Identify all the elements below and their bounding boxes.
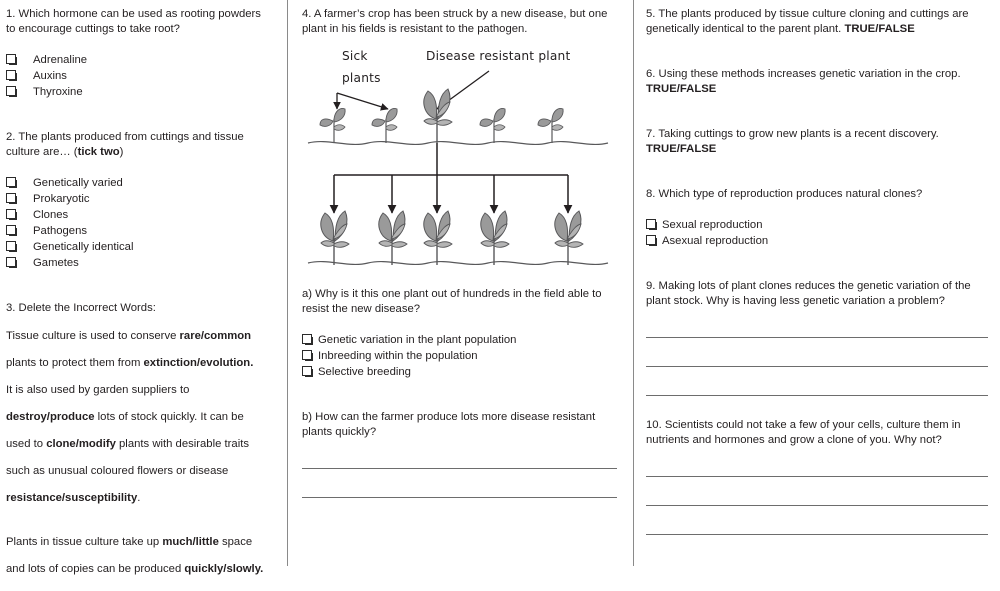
- delete-words-line: [6, 331, 273, 343]
- word-choice[interactable]: much/little: [162, 536, 219, 549]
- delete-words-line: [6, 466, 273, 478]
- option-label: Genetic variation in the plant population: [318, 334, 517, 347]
- sentence-text: plants with desirable traits: [115, 437, 250, 450]
- sentence-text: plants to protect them from: [6, 357, 144, 370]
- word-choice[interactable]: clone/modify: [46, 437, 116, 450]
- spacer: [646, 97, 988, 127]
- option-thyroxine[interactable]: [6, 84, 273, 100]
- question-10-text: 10. Scientists could not take a few of your cells, culture them in nutrients and hormones and grow a clone of you. Why not?: [646, 419, 961, 447]
- diagram-label-sick-line1: Sick: [342, 49, 368, 64]
- delete-words-line: [6, 358, 273, 370]
- option-auxins[interactable]: [6, 68, 273, 84]
- checkbox-icon[interactable]: [302, 350, 312, 360]
- option-selective-breeding[interactable]: [302, 364, 617, 380]
- spacer: [6, 100, 273, 130]
- option-gametes[interactable]: [6, 255, 273, 271]
- question-2-emphasis: tick two: [77, 146, 120, 159]
- question-9-text: 9. Making lots of plant clones reduces the genetic variation of the plant stock. Why is having less genetic variation a problem?: [646, 280, 971, 308]
- answer-line[interactable]: [302, 497, 617, 498]
- option-label: Genetically identical: [33, 241, 134, 254]
- diagram-label-sick-line2: plants: [342, 71, 381, 86]
- option-label: Sexual reproduction: [662, 219, 763, 232]
- word-choice[interactable]: quickly/slowly.: [184, 563, 264, 576]
- option-adrenaline[interactable]: [6, 52, 273, 68]
- question-6-text: [646, 67, 988, 97]
- checkbox-icon[interactable]: [302, 366, 312, 376]
- word-choice[interactable]: extinction/evolution.: [143, 357, 254, 370]
- question-1-text: 1. Which hormone can be used as rooting powders to encourage cuttings to take root?: [6, 8, 261, 36]
- checkbox-icon[interactable]: [302, 334, 312, 344]
- checkbox-icon[interactable]: [6, 225, 16, 235]
- option-label: Auxins: [33, 70, 67, 83]
- question-2-lead: 2. The plants produced from cuttings and tissue culture are… (: [6, 131, 244, 159]
- question-4a-text: a) Why is it this one plant out of hundreds in the field able to resist the new disease?: [302, 288, 602, 316]
- spacer: [302, 317, 617, 332]
- question-5-body: 5. The plants produced by tissue culture cloning and cuttings are genetically identical to the parent plant.: [646, 8, 969, 36]
- option-label: Adrenaline: [33, 54, 88, 67]
- checkbox-icon[interactable]: [6, 177, 16, 187]
- option-label: Inbreeding within the population: [318, 350, 478, 363]
- option-prokaryotic[interactable]: [6, 191, 273, 207]
- option-label: Clones: [33, 209, 69, 222]
- spacer: [302, 440, 617, 468]
- spacer: [646, 309, 988, 337]
- spacer: [646, 157, 988, 187]
- delete-words-line: [6, 537, 273, 549]
- question-4-text: 4. A farmer’s crop has been struck by a new disease, but one plant in his fields is resistant to the pathogen.: [302, 8, 608, 36]
- option-genetically-varied[interactable]: [6, 175, 273, 191]
- spacer: [646, 202, 988, 217]
- checkbox-icon[interactable]: [6, 70, 16, 80]
- sentence-text: and lots of copies can be produced: [6, 563, 185, 576]
- spacer: [646, 506, 988, 534]
- sentence-text: lots of stock quickly. It can be: [94, 410, 244, 423]
- question-7-text: [646, 127, 988, 157]
- true-false-label[interactable]: TRUE/FALSE: [844, 23, 915, 36]
- sentence-text: .: [137, 491, 141, 504]
- option-label: Prokaryotic: [33, 193, 90, 206]
- spacer: [646, 396, 988, 418]
- option-clones[interactable]: [6, 207, 273, 223]
- spacer: [646, 448, 988, 476]
- sentence-text: Plants in tissue culture take up: [6, 536, 163, 549]
- spacer: [6, 37, 273, 52]
- spacer: [646, 338, 988, 366]
- question-6-body: 6. Using these methods increases genetic variation in the crop.: [646, 68, 961, 81]
- sentence-text: It is also used by garden suppliers to: [6, 384, 190, 397]
- spacer: [646, 477, 988, 505]
- word-choice[interactable]: rare/common: [179, 330, 252, 343]
- delete-words-line: [6, 439, 273, 451]
- question-4b-text: b) How can the farmer produce lots more disease resistant plants quickly?: [302, 411, 596, 439]
- question-2-options: [6, 175, 273, 271]
- question-2-text: [6, 130, 273, 160]
- checkbox-icon[interactable]: [6, 209, 16, 219]
- question-8-options: [646, 217, 988, 249]
- word-choice[interactable]: resistance/susceptibility: [6, 491, 138, 504]
- delete-words-line: [6, 519, 273, 531]
- checkbox-icon[interactable]: [6, 193, 16, 203]
- option-label: Selective breeding: [318, 366, 411, 379]
- spacer: [302, 380, 617, 410]
- checkbox-icon[interactable]: [6, 241, 16, 251]
- delete-words-line: [6, 493, 273, 505]
- word-choice[interactable]: destroy/produce: [6, 410, 95, 423]
- true-false-label[interactable]: TRUE/FALSE: [646, 143, 717, 156]
- spacer: [302, 469, 617, 497]
- spacer: [6, 271, 273, 301]
- true-false-label[interactable]: TRUE/FALSE: [646, 83, 717, 96]
- sentence-text: such as unusual coloured flowers or disease: [6, 464, 229, 477]
- option-label: Gametes: [33, 257, 79, 270]
- checkbox-icon[interactable]: [646, 235, 656, 245]
- option-label: Genetically varied: [33, 177, 123, 190]
- column-1: [0, 0, 287, 591]
- question-5-text: [646, 7, 988, 37]
- spacer: [646, 367, 988, 395]
- delete-words-line: [6, 385, 273, 397]
- spacer: [6, 316, 273, 331]
- question-4a-options: [302, 332, 617, 380]
- option-genetically-identical[interactable]: [6, 239, 273, 255]
- question-1-options: [6, 52, 273, 100]
- column-3: [634, 0, 1000, 535]
- option-label: Thyroxine: [33, 86, 83, 99]
- option-label: Asexual reproduction: [662, 235, 769, 248]
- checkbox-icon[interactable]: [6, 257, 16, 267]
- delete-words-line: [6, 412, 273, 424]
- question-8-text: 8. Which type of reproduction produces natural clones?: [646, 188, 923, 201]
- option-genetic-variation[interactable]: [302, 332, 617, 348]
- sentence-text: space: [218, 536, 253, 549]
- checkbox-icon[interactable]: [646, 219, 656, 229]
- column-2: [288, 0, 633, 498]
- question-3-paragraph: [6, 331, 273, 576]
- spacer: [646, 37, 988, 67]
- cloning-diagram: [304, 47, 616, 287]
- question-3-heading: 3. Delete the Incorrect Words:: [6, 302, 156, 315]
- option-pathogens[interactable]: [6, 223, 273, 239]
- option-sexual-reproduction[interactable]: [646, 217, 988, 233]
- question-7-body: 7. Taking cuttings to grow new plants is a recent discovery.: [646, 128, 939, 141]
- option-label: Pathogens: [33, 225, 88, 238]
- spacer: [646, 249, 988, 279]
- spacer: [6, 160, 273, 175]
- answer-line[interactable]: [646, 534, 988, 535]
- diagram-label-resistant: Disease resistant plant: [426, 49, 571, 64]
- checkbox-icon[interactable]: [6, 54, 16, 64]
- option-asexual-reproduction[interactable]: [646, 233, 988, 249]
- sentence-text: used to: [6, 437, 47, 450]
- checkbox-icon[interactable]: [6, 86, 16, 96]
- question-2-tail: ): [119, 146, 124, 159]
- sentence-text: Tissue culture is used to conserve: [6, 330, 180, 343]
- option-inbreeding[interactable]: [302, 348, 617, 364]
